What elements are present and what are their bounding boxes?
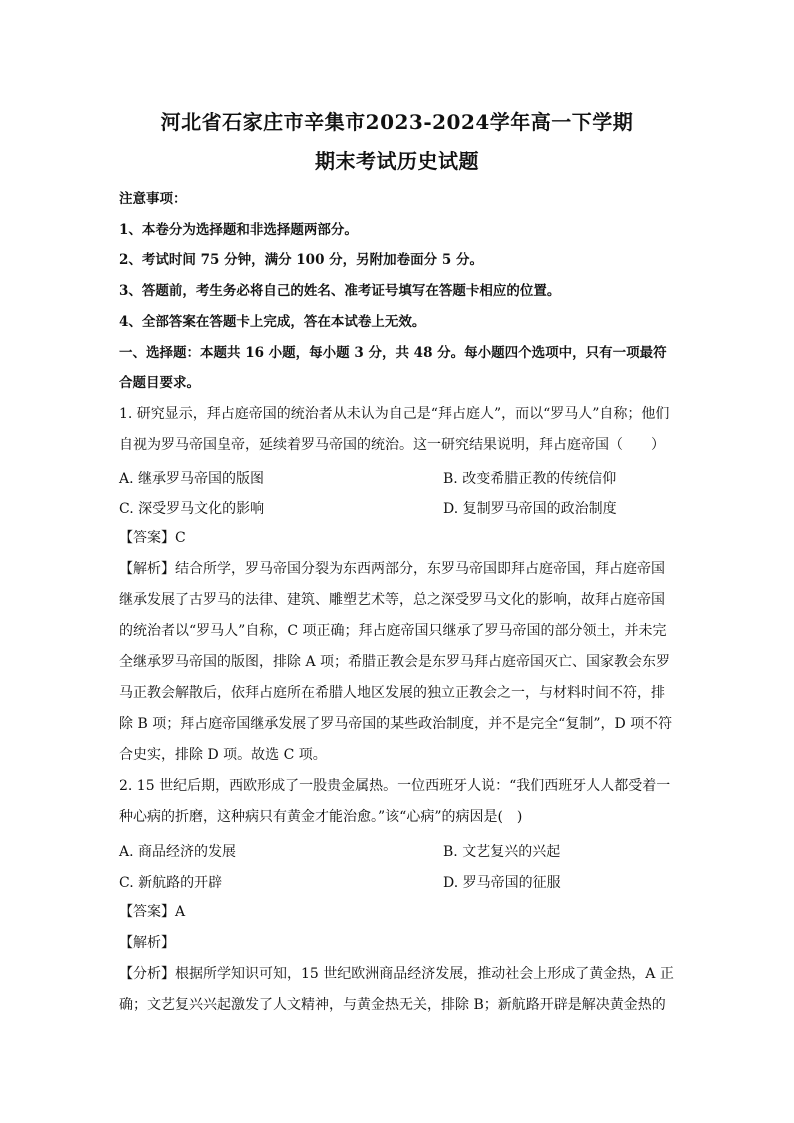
question-2-analysis-label: 【解析】 xyxy=(119,935,175,951)
question-2-stem: 2. 15 世纪后期，西欧形成了一股贵金属热。一位西班牙人说：“我们西班牙人人都受着一 xyxy=(119,778,671,794)
notes-item: 1、本卷分为选择题和非选择题两部分。 xyxy=(119,222,358,238)
page-subtitle: 期末考试历史试题 xyxy=(315,149,479,173)
question-2-answer: 【答案】A xyxy=(119,904,186,920)
question-1-analysis: 的统治者以“罗马人”自称，C 项正确；拜占庭帝国只继承了罗马帝国的部分领土，并未完 xyxy=(119,623,667,639)
notes-item: 3、答题前，考生务必将自己的姓名、准考证号填写在答题卡相应的位置。 xyxy=(119,283,561,299)
question-1-analysis: 【解析】结合所学，罗马帝国分裂为东西两部分，东罗马帝国即拜占庭帝国，拜占庭帝国 xyxy=(119,561,665,577)
question-1-analysis: 继承发展了古罗马的法律、建筑、雕塑艺术等，总之深受罗马文化的影响，故拜占庭帝国 xyxy=(119,592,665,608)
question-2-option-b: B. 文艺复兴的兴起 xyxy=(443,844,561,860)
question-1-stem: 1. 研究显示，拜占庭帝国的统治者从未认为自己是“拜占庭人”，而以“罗马人”自称；他们 xyxy=(119,406,670,422)
question-2-analysis: 【分析】根据所学知识可知，15 世纪欧洲商品经济发展，推动社会上形成了黄金热，A 正 xyxy=(119,966,674,982)
question-1-analysis: 马正教会解散后，依拜占庭所在希腊人地区发展的独立正教会之一，与材料时间不符，排 xyxy=(119,685,665,701)
section-heading-cont: 合题目要求。 xyxy=(119,375,200,391)
question-2-stem-cont: 种心病的折磨，这种病只有黄金才能治愈。”该“心病”的病因是( ) xyxy=(119,809,523,825)
question-1-option-b: B. 改变希腊正教的传统信仰 xyxy=(443,471,617,487)
page-title: 河北省石家庄市辛集市2023-2024学年高一下学期 xyxy=(160,110,634,134)
notes-item: 4、全部答案在答题卡上完成，答在本试卷上无效。 xyxy=(119,314,426,330)
notes-heading: 注意事项： xyxy=(119,191,187,207)
question-1-analysis: 全继承罗马帝国的版图，排除 A 项；希腊正教会是东罗马拜占庭帝国灭亡、国家教会东罗 xyxy=(119,654,671,670)
question-1-option-d: D. 复制罗马帝国的政治制度 xyxy=(443,501,617,517)
question-2-option-c: C. 新航路的开辟 xyxy=(119,875,223,891)
question-1-answer: 【答案】C xyxy=(119,530,186,546)
question-1-option-a: A. 继承罗马帝国的版图 xyxy=(119,471,265,487)
section-heading: 一、选择题：本题共 16 小题，每小题 3 分，共 48 分。每小题四个选项中，只有一项最符 xyxy=(119,345,667,361)
question-2-option-a: A. 商品经济的发展 xyxy=(119,844,237,860)
question-2-option-d: D. 罗马帝国的征服 xyxy=(443,875,561,891)
question-1-analysis: 合史实，排除 D 项。故选 C 项。 xyxy=(119,747,327,763)
question-1-option-c: C. 深受罗马文化的影响 xyxy=(119,501,265,517)
question-1-analysis: 除 B 项；拜占庭帝国继承发展了罗马帝国的某些政治制度，并不是完全“复制”，D 项不符 xyxy=(119,716,673,732)
notes-item: 2、考试时间 75 分钟，满分 100 分，另附加卷面分 5 分。 xyxy=(119,252,483,268)
question-2-analysis: 确；文艺复兴兴起激发了人文精神，与黄金热无关，排除 B；新航路开辟是解决黄金热的 xyxy=(119,997,666,1013)
question-1-stem-cont: 自视为罗马帝国皇帝，延续着罗马帝国的统治。这一研究结果说明，拜占庭帝国（ ） xyxy=(119,437,665,453)
